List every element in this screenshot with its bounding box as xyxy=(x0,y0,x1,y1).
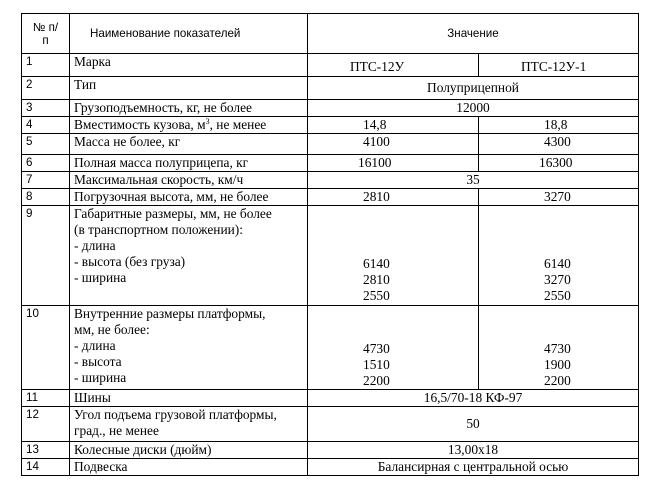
table-row xyxy=(22,442,639,459)
row-name-line: Угол подъема грузовой платформы, xyxy=(74,407,277,422)
row-value: 16,5/70-18 КФ-97 xyxy=(308,390,639,407)
value-line: 2550 xyxy=(363,288,390,303)
row-value: Полуприцепной xyxy=(308,77,639,100)
table-row xyxy=(22,54,639,77)
row-name: Шины xyxy=(70,390,308,407)
row-name-line: - высота xyxy=(74,354,122,369)
row-name: Колесные диски (дюйм) xyxy=(70,442,308,459)
row-value-1: 2810 xyxy=(308,189,479,206)
row-name: Тип xyxy=(70,77,308,100)
row-num: 4 xyxy=(22,117,70,134)
row-value-2: 16300 xyxy=(479,155,639,172)
row-name: Максимальная скорость, км/ч xyxy=(70,172,308,189)
row-name: Подвеска xyxy=(70,459,308,476)
row-name xyxy=(70,117,308,134)
row-value: 13,00х18 xyxy=(308,442,639,459)
row-num: 2 xyxy=(22,77,70,100)
row-name-line: (в транспортном положении): xyxy=(74,222,243,237)
row-value: Балансирная с центральной осью xyxy=(308,459,639,476)
row-name-tail: , не менее xyxy=(209,117,267,132)
value-line: 6140 xyxy=(363,256,390,271)
row-name-line: - длина xyxy=(74,338,116,353)
row-value-1 xyxy=(308,206,479,306)
header-value: Значение xyxy=(308,14,639,54)
row-value: 12000 xyxy=(308,100,639,117)
table-row xyxy=(22,390,639,407)
row-name: Масса не более, кг xyxy=(70,134,308,155)
value-line: 4730 xyxy=(544,341,571,356)
row-value-1: 16100 xyxy=(308,155,479,172)
row-value: 50 xyxy=(308,407,639,442)
row-num: 11 xyxy=(22,390,70,407)
row-name: Полная масса полуприцепа, кг xyxy=(70,155,308,172)
row-value-2: 3270 xyxy=(479,189,639,206)
row-value-2: 4300 xyxy=(479,134,639,155)
table-row xyxy=(22,134,639,155)
row-num: 1 xyxy=(22,54,70,77)
row-value-2 xyxy=(479,206,639,306)
row-num: 10 xyxy=(22,306,70,390)
table-header-row xyxy=(22,14,639,54)
row-name xyxy=(70,407,308,442)
row-name-line: - ширина xyxy=(74,270,127,285)
row-num: 7 xyxy=(22,172,70,189)
row-name-line: - высота (без груза) xyxy=(74,254,186,269)
table-row xyxy=(22,77,639,100)
value-line: 3270 xyxy=(544,272,571,287)
row-value-1 xyxy=(308,306,479,390)
table-row xyxy=(22,155,639,172)
row-name-line: - длина xyxy=(74,238,116,253)
value-line: 2550 xyxy=(544,288,571,303)
header-name: Наименование показателей xyxy=(70,14,308,54)
row-value-2: ПТС-12У-1 xyxy=(479,54,639,77)
row-num: 12 xyxy=(22,407,70,442)
row-value-2: 18,8 xyxy=(479,117,639,134)
row-value-2 xyxy=(479,306,639,390)
value-line: 1510 xyxy=(363,357,390,372)
row-num: 3 xyxy=(22,100,70,117)
row-name-line: град., не менее xyxy=(74,423,159,438)
table-row xyxy=(22,459,639,476)
value-line: 2810 xyxy=(363,272,390,287)
row-value: 35 xyxy=(308,172,639,189)
table-row xyxy=(22,117,639,134)
value-line: 1900 xyxy=(544,357,571,372)
row-name: Погрузочная высота, мм, не более xyxy=(70,189,308,206)
row-name-sup: 3 xyxy=(205,117,210,126)
row-num: 13 xyxy=(22,442,70,459)
value-line: 2200 xyxy=(363,373,390,388)
row-name-line: мм, не более: xyxy=(74,322,150,337)
header-num xyxy=(22,14,70,54)
value-line: 6140 xyxy=(544,256,571,271)
row-name-line: Габаритные размеры, мм, не более xyxy=(74,206,272,221)
table-row xyxy=(22,189,639,206)
row-name-line: Внутренние размеры платформы, xyxy=(74,306,266,321)
table-row xyxy=(22,172,639,189)
table-row xyxy=(22,407,639,442)
row-name: Грузоподъемность, кг, не более xyxy=(70,100,308,117)
row-num: 5 xyxy=(22,134,70,155)
row-num: 6 xyxy=(22,155,70,172)
value-line: 4730 xyxy=(363,341,390,356)
row-value-1: 4100 xyxy=(308,134,479,155)
table-row xyxy=(22,306,639,390)
row-num: 9 xyxy=(22,206,70,306)
row-value-1: ПТС-12У xyxy=(308,54,479,77)
row-value-1: 14,8 xyxy=(308,117,479,134)
table-row xyxy=(22,100,639,117)
specifications-table xyxy=(21,13,639,476)
row-name: Марка xyxy=(70,54,308,77)
row-name xyxy=(70,306,308,390)
row-name-main: Вместимость кузова, м xyxy=(74,117,206,132)
row-num: 14 xyxy=(22,459,70,476)
header-num-text: № п/п xyxy=(32,20,59,47)
table-row xyxy=(22,206,639,306)
row-num: 8 xyxy=(22,189,70,206)
row-name-line: - ширина xyxy=(74,370,127,385)
row-name xyxy=(70,206,308,306)
value-line: 2200 xyxy=(544,373,571,388)
